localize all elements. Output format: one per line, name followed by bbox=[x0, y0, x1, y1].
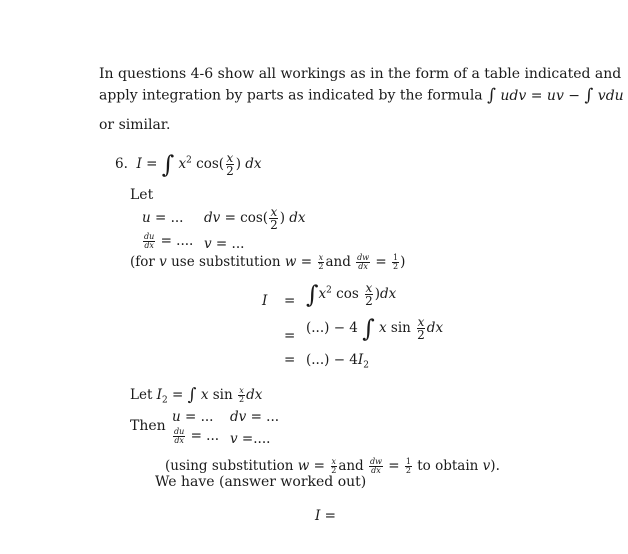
final-answer: I = bbox=[315, 508, 336, 524]
du-row: $\frac{du}{dx}$ = .... bbox=[144, 232, 194, 250]
intro-line-2 bbox=[99, 87, 624, 104]
eq-sign-3: = bbox=[284, 352, 296, 368]
u-row: u = ... bbox=[142, 210, 184, 226]
i2-v-row: v =.... bbox=[230, 431, 271, 447]
eq-sign-1: = bbox=[284, 293, 296, 309]
eq-sign-2: = bbox=[284, 328, 296, 344]
question-6-statement: 6. I = ∫ $x^2$ cos( $\frac{x}{2}$ ) dx bbox=[115, 150, 262, 179]
integral-I-label: I bbox=[262, 293, 268, 309]
intro-line-1: In questions 4-6 show all workings as in the form of a table indicated and bbox=[99, 66, 622, 82]
working-line-3: (...) − $4I_2$ bbox=[306, 352, 369, 371]
let-label: Let bbox=[130, 187, 154, 203]
working-line-1: $\int x^2$ cos $\frac{x}{2}$ )dx bbox=[306, 280, 397, 309]
working-line-2: (...) − 4 ∫ x sin $\frac{x}{2}$ dx bbox=[306, 314, 444, 343]
substitution-note: (for v use substitution w = $\frac{x}{2}$ and $\frac{dw}{dx}$ = $\frac{1}{2}$ ) bbox=[130, 253, 406, 271]
i2-du-row: $\frac{du}{dx}$ = ... bbox=[174, 427, 220, 445]
we-have-text: We have (answer worked out) bbox=[155, 474, 367, 490]
then-label: Then bbox=[130, 418, 166, 434]
let-I2: Let $I_2$ = ∫ x sin $\frac{x}{2}$ dx bbox=[130, 385, 263, 406]
question-number: 6. bbox=[115, 156, 128, 172]
parts-formula: ∫ udv = uv − ∫ vdu bbox=[487, 85, 624, 105]
using-substitution-note: (using substitution w = $\frac{x}{2}$ and $\frac{dw}{dx}$ = $\frac{1}{2}$ to obtain v). bbox=[165, 457, 500, 475]
dv-row: dv = cos( $\frac{x}{2}$ ) dx bbox=[204, 205, 306, 232]
v-row: v = ... bbox=[204, 236, 245, 252]
i2-dv-row: dv = ... bbox=[230, 409, 280, 425]
i2-u-row: u = ... bbox=[172, 409, 214, 425]
intro-line-2-text: apply integration by parts as indicated by the formula bbox=[99, 87, 483, 104]
intro-line-3: or similar. bbox=[99, 117, 171, 133]
